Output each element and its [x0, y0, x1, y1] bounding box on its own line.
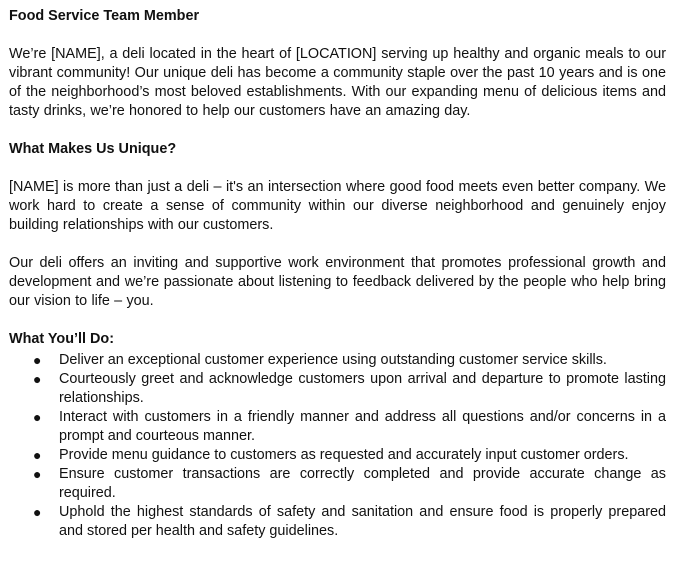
job-title: Food Service Team Member: [9, 8, 200, 24]
duty-item: [9, 370, 666, 408]
bullet-icon: ●: [33, 409, 42, 425]
bullet-icon: ●: [33, 504, 42, 520]
duty-text: Provide menu guidance to customers as requested and accurately input customer orders.: [59, 447, 629, 463]
intro-paragraph: We’re [NAME], a deli located in the heart of [LOCATION] serving up healthy and organic meals to our vibrant community! Our unique deli has become a community staple over the past 10 years and is one of the neighborhood’s most beloved establishments. With our expanding menu of delicious items and tasty drinks, we’re honored to help our customers have an amazing day.: [9, 46, 666, 119]
unique-paragraph-1: [NAME] is more than just a deli – it's an intersection where good food meets even better company. We work hard to create a sense of community within our diverse neighborhood and genuinely enjoy building relationships with our customers.: [9, 179, 666, 233]
duty-item: [9, 503, 666, 541]
unique-paragraph-2: Our deli offers an inviting and supportive work environment that promotes professional growth and development and we’re passionate about listening to feedback delivered by the people who help bring our vision to life – you.: [9, 255, 666, 309]
duty-text: Deliver an exceptional customer experience using outstanding customer service skills.: [59, 352, 607, 368]
duty-text: Ensure customer transactions are correctly completed and provide accurate change as required.: [59, 466, 666, 501]
duty-text: Courteously greet and acknowledge customers upon arrival and departure to promote lasting relationships.: [59, 371, 666, 406]
bullet-icon: ●: [33, 466, 42, 482]
duties-list: [9, 351, 666, 541]
bullet-icon: ●: [33, 352, 42, 368]
duty-item: [9, 465, 666, 503]
duty-item: [9, 351, 666, 370]
duty-text: Interact with customers in a friendly manner and address all questions and/or concerns in a prompt and courteous manner.: [59, 409, 666, 444]
duty-text: Uphold the highest standards of safety and sanitation and ensure food is properly prepared and stored per health and safety guidelines.: [59, 504, 666, 539]
bullet-icon: ●: [33, 447, 42, 463]
bullet-icon: ●: [33, 371, 42, 387]
unique-heading: What Makes Us Unique?: [9, 141, 177, 157]
duty-item: [9, 446, 666, 465]
duty-item: [9, 408, 666, 446]
duties-heading: What You’ll Do:: [9, 331, 114, 347]
